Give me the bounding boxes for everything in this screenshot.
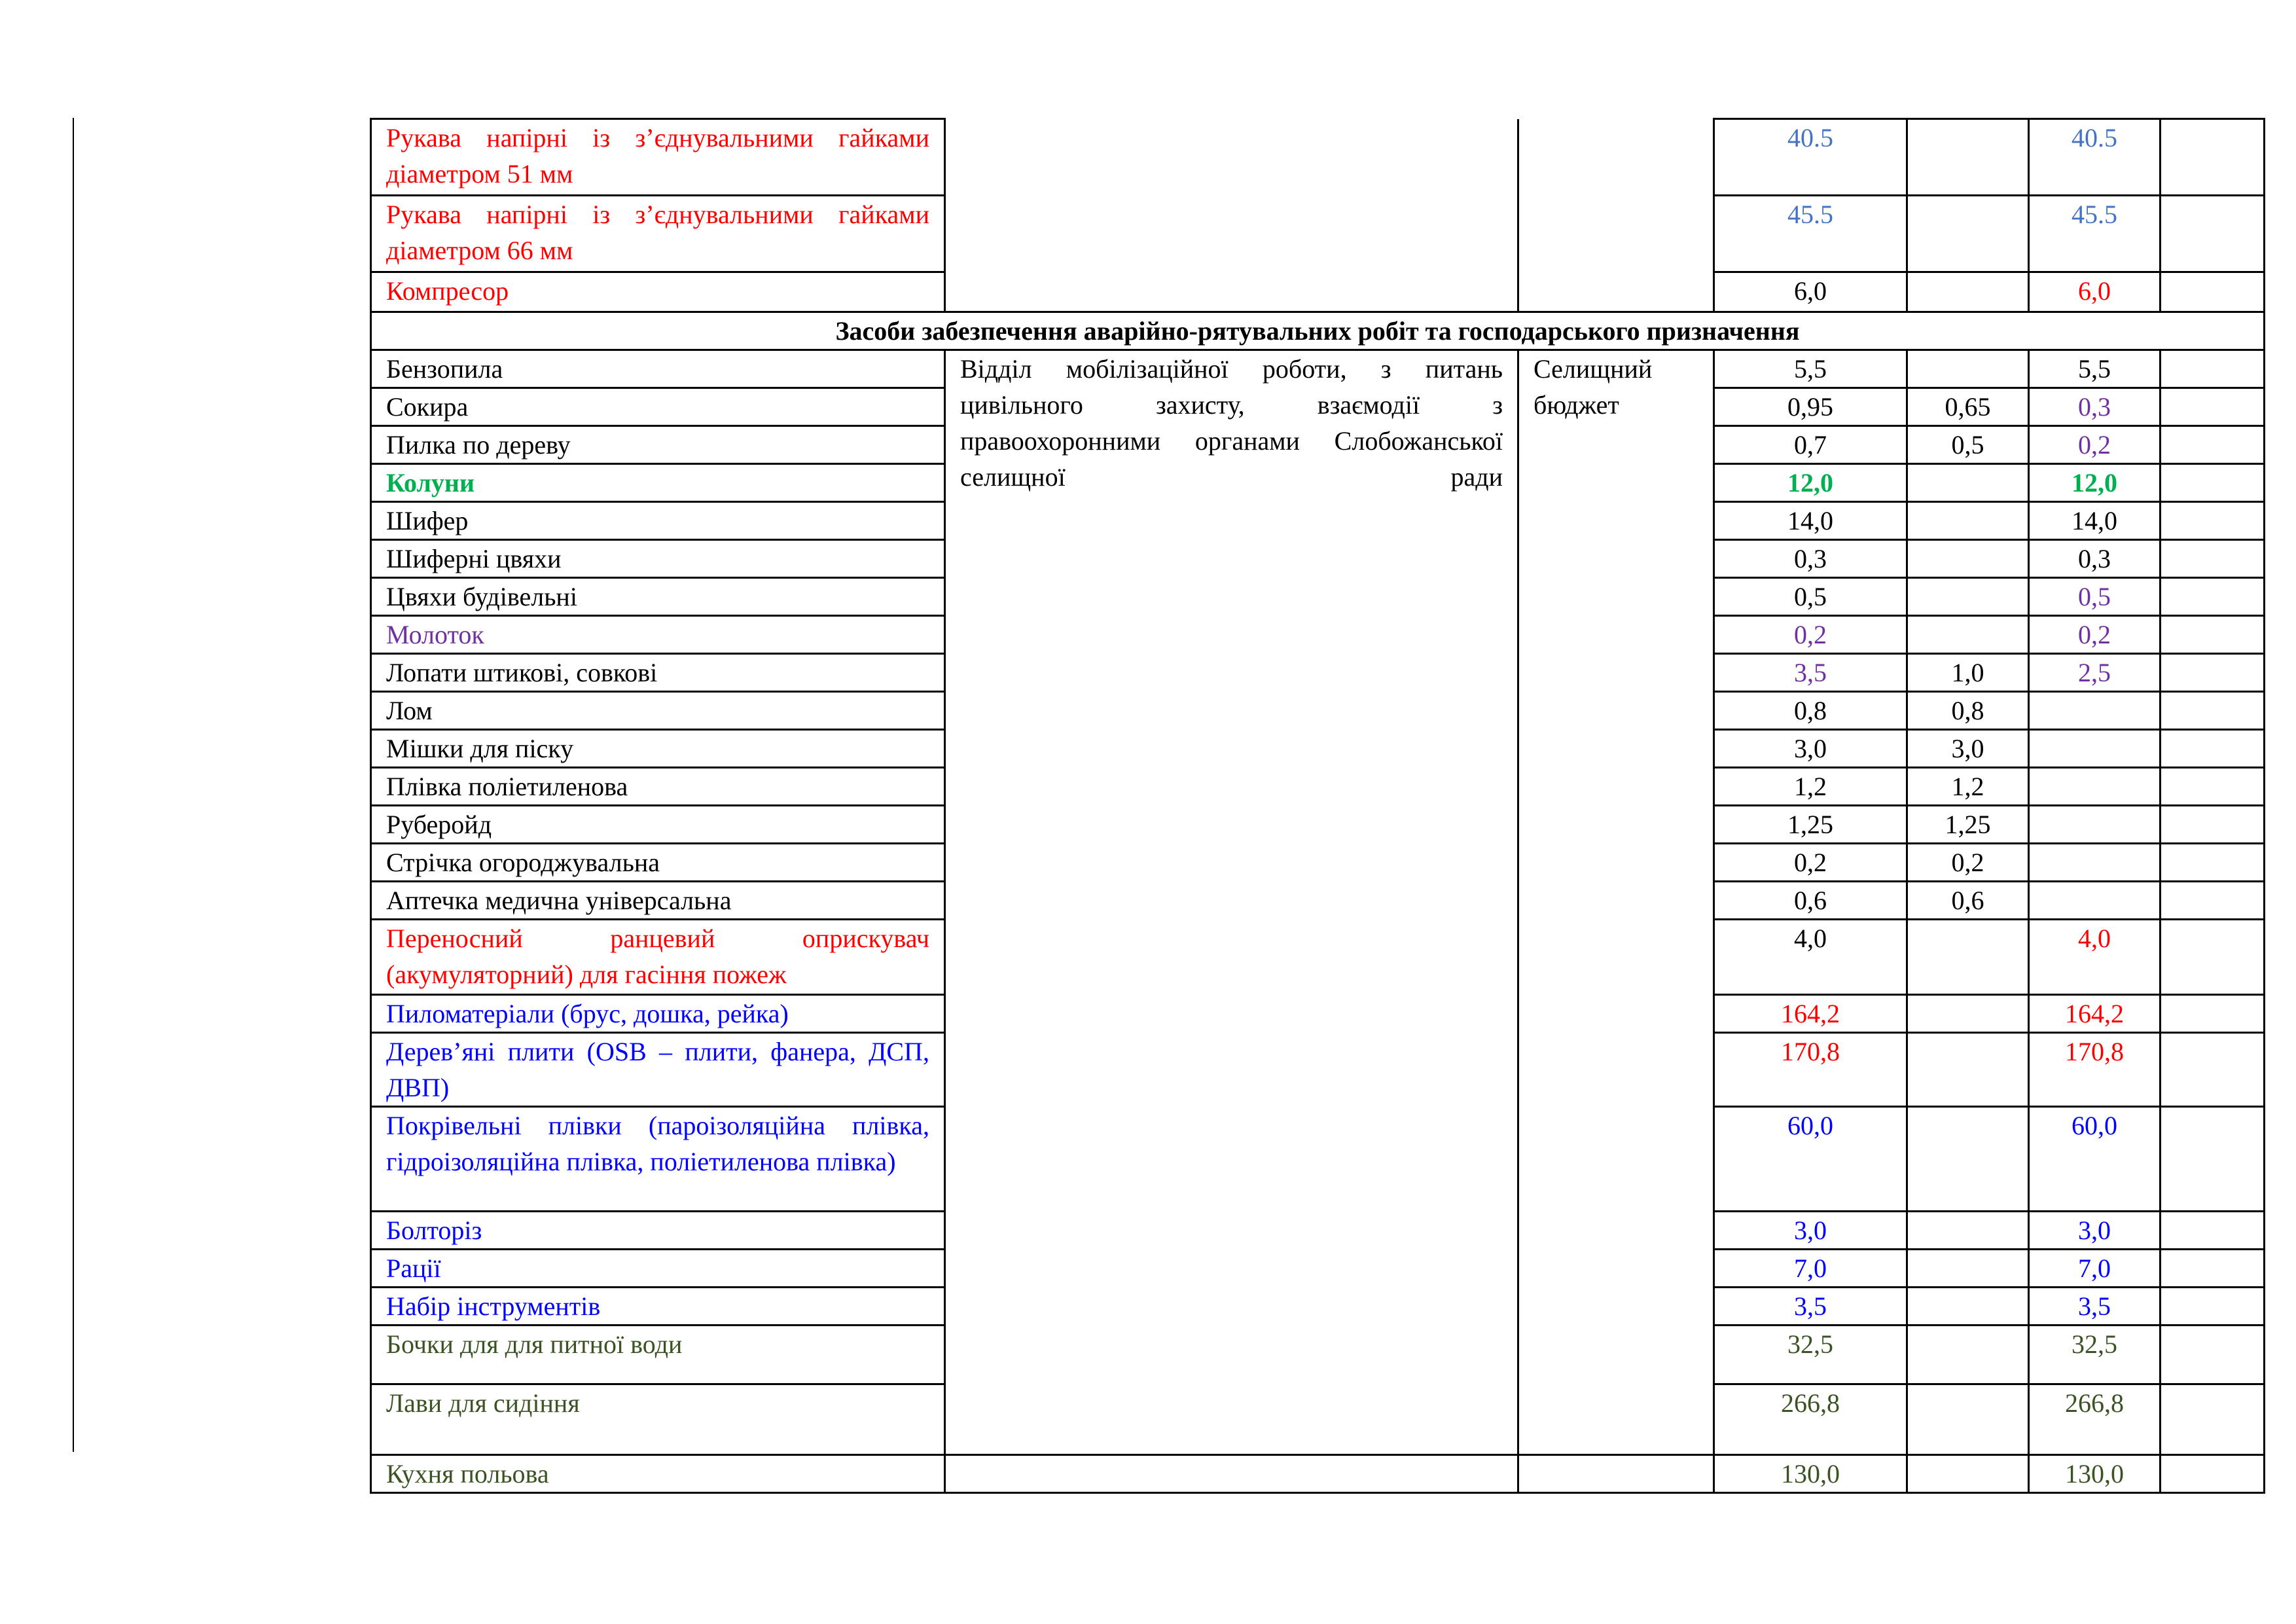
empty-cell — [2161, 806, 2265, 844]
item-name: Рації — [371, 1250, 945, 1288]
amount-remaining: 4,0 — [2029, 920, 2161, 995]
amount-total: 60,0 — [1714, 1107, 1907, 1212]
item-name: Сокира — [371, 388, 945, 426]
empty-cell — [2161, 388, 2265, 426]
table-row — [371, 350, 2265, 388]
amount-spent: 0,5 — [1907, 426, 2029, 464]
amount-remaining: 14,0 — [2029, 502, 2161, 540]
amount-total: 0,3 — [1714, 540, 1907, 578]
empty-cell — [2161, 882, 2265, 920]
funding-source: Селищний бюджет — [1518, 350, 1714, 1455]
item-name: Руберойд — [371, 806, 945, 844]
item-name: Молоток — [371, 616, 945, 654]
item-name: Набір інструментів — [371, 1288, 945, 1326]
amount-remaining: 7,0 — [2029, 1250, 2161, 1288]
amount-remaining — [2029, 730, 2161, 768]
amount-spent — [1907, 196, 2029, 272]
empty-cell — [2161, 1033, 2265, 1107]
amount-remaining: 0,3 — [2029, 540, 2161, 578]
amount-total: 0,95 — [1714, 388, 1907, 426]
page-margin-line — [73, 118, 74, 1452]
item-name: Дерев’яні плити (OSB – плити, фанера, ДСП, ДВП) — [371, 1033, 945, 1107]
item-name: Переносний ранцевий оприскувач (акумуляторний) для гасіння пожеж — [371, 920, 945, 995]
amount-spent — [1907, 350, 2029, 388]
empty-cell — [2161, 272, 2265, 312]
empty-cell — [2161, 768, 2265, 806]
amount-total: 14,0 — [1714, 502, 1907, 540]
empty-cell — [2161, 350, 2265, 388]
item-name: Лом — [371, 692, 945, 730]
empty-cell — [2161, 654, 2265, 692]
empty-cell — [2161, 119, 2265, 196]
empty-cell — [2161, 578, 2265, 616]
empty-cell — [2161, 920, 2265, 995]
amount-spent — [1907, 1326, 2029, 1384]
amount-remaining: 60,0 — [2029, 1107, 2161, 1212]
amount-remaining: 0,3 — [2029, 388, 2161, 426]
amount-total: 0,8 — [1714, 692, 1907, 730]
item-name: Кухня польова — [371, 1455, 945, 1493]
amount-total: 130,0 — [1714, 1455, 1907, 1493]
amount-remaining: 0,5 — [2029, 578, 2161, 616]
responsible-department — [945, 350, 1518, 1455]
amount-remaining: 2,5 — [2029, 654, 2161, 692]
empty-cell — [2161, 1250, 2265, 1288]
item-name: Шифер — [371, 502, 945, 540]
amount-remaining — [2029, 844, 2161, 882]
amount-remaining — [2029, 768, 2161, 806]
amount-remaining: 164,2 — [2029, 995, 2161, 1033]
amount-spent — [1907, 540, 2029, 578]
empty-cell — [2161, 464, 2265, 502]
item-name: Цвяхи будівельні — [371, 578, 945, 616]
empty-cell — [2161, 1212, 2265, 1250]
empty-cell — [2161, 1384, 2265, 1455]
amount-spent — [1907, 464, 2029, 502]
amount-remaining — [2029, 806, 2161, 844]
amount-spent — [1907, 920, 2029, 995]
empty-cell — [2161, 1326, 2265, 1384]
amount-total: 3,0 — [1714, 730, 1907, 768]
amount-total: 164,2 — [1714, 995, 1907, 1033]
amount-total: 0,6 — [1714, 882, 1907, 920]
item-name: Пилка по дереву — [371, 426, 945, 464]
section-title: Засоби забезпечення аварійно-рятувальних робіт та господарського призначення — [371, 312, 2265, 350]
empty-cell — [1518, 1455, 1714, 1493]
amount-spent: 1,25 — [1907, 806, 2029, 844]
item-name: Лопати штикові, совкові — [371, 654, 945, 692]
amount-spent — [1907, 616, 2029, 654]
item-name: Стрічка огороджувальна — [371, 844, 945, 882]
item-name: Плівка поліетиленова — [371, 768, 945, 806]
amount-total: 0,7 — [1714, 426, 1907, 464]
empty-cell — [2161, 540, 2265, 578]
amount-remaining: 3,0 — [2029, 1212, 2161, 1250]
amount-remaining: 170,8 — [2029, 1033, 2161, 1107]
empty-cell — [2161, 844, 2265, 882]
empty-cell — [2161, 1107, 2265, 1212]
section-header-row — [371, 312, 2265, 350]
amount-remaining: 5,5 — [2029, 350, 2161, 388]
amount-total: 170,8 — [1714, 1033, 1907, 1107]
amount-spent — [1907, 1250, 2029, 1288]
funding-cell — [1518, 119, 1714, 312]
empty-cell — [2161, 995, 2265, 1033]
amount-remaining: 45.5 — [2029, 196, 2161, 272]
item-name: Шиферні цвяхи — [371, 540, 945, 578]
item-name: Мішки для піску — [371, 730, 945, 768]
item-name: Лави для сидіння — [371, 1384, 945, 1455]
amount-total: 1,2 — [1714, 768, 1907, 806]
empty-cell — [2161, 692, 2265, 730]
amount-spent: 1,0 — [1907, 654, 2029, 692]
responsible-cell — [945, 119, 1518, 312]
item-name: Аптечка медична універсальна — [371, 882, 945, 920]
amount-total: 3,5 — [1714, 654, 1907, 692]
amount-remaining: 6,0 — [2029, 272, 2161, 312]
amount-remaining — [2029, 882, 2161, 920]
empty-cell — [2161, 1455, 2265, 1493]
amount-total: 0,5 — [1714, 578, 1907, 616]
amount-remaining: 32,5 — [2029, 1326, 2161, 1384]
amount-total: 5,5 — [1714, 350, 1907, 388]
amount-spent: 0,2 — [1907, 844, 2029, 882]
amount-spent — [1907, 1212, 2029, 1250]
amount-spent: 0,8 — [1907, 692, 2029, 730]
amount-remaining: 0,2 — [2029, 616, 2161, 654]
item-name: Компресор — [371, 272, 945, 312]
empty-cell — [2161, 502, 2265, 540]
amount-spent — [1907, 1384, 2029, 1455]
item-name: Бочки для для питної води — [371, 1326, 945, 1384]
equipment-table — [370, 118, 2265, 1494]
amount-spent — [1907, 502, 2029, 540]
amount-total: 3,0 — [1714, 1212, 1907, 1250]
amount-total: 266,8 — [1714, 1384, 1907, 1455]
item-name: Рукава напірні із з’єднувальними гайками діаметром 51 мм — [371, 119, 945, 196]
amount-remaining: 0,2 — [2029, 426, 2161, 464]
amount-spent — [1907, 1107, 2029, 1212]
item-name: Пиломатеріали (брус, дошка, рейка) — [371, 995, 945, 1033]
amount-spent: 1,2 — [1907, 768, 2029, 806]
table-row — [371, 119, 2265, 196]
amount-spent — [1907, 1288, 2029, 1326]
empty-cell — [2161, 196, 2265, 272]
amount-remaining — [2029, 692, 2161, 730]
department-text: Відділ мобілізаційної роботи, з питань цивільного захисту, взаємодії з правоохоронними органами Слобожанської селищної ради — [960, 354, 1503, 492]
amount-remaining: 130,0 — [2029, 1455, 2161, 1493]
amount-total: 45.5 — [1714, 196, 1907, 272]
item-name: Болторіз — [371, 1212, 945, 1250]
amount-remaining: 12,0 — [2029, 464, 2161, 502]
amount-total: 0,2 — [1714, 844, 1907, 882]
amount-remaining: 3,5 — [2029, 1288, 2161, 1326]
empty-cell — [945, 1455, 1518, 1493]
amount-spent — [1907, 1033, 2029, 1107]
amount-spent: 0,65 — [1907, 388, 2029, 426]
amount-remaining: 40.5 — [2029, 119, 2161, 196]
amount-total: 1,25 — [1714, 806, 1907, 844]
amount-total: 4,0 — [1714, 920, 1907, 995]
amount-spent — [1907, 272, 2029, 312]
amount-spent: 3,0 — [1907, 730, 2029, 768]
item-name: Покрівельні плівки (пароізоляційна плівка, гідроізоляційна плівка, поліетиленова плівка) — [371, 1107, 945, 1212]
empty-cell — [2161, 616, 2265, 654]
amount-spent — [1907, 1455, 2029, 1493]
amount-total: 6,0 — [1714, 272, 1907, 312]
table-row — [371, 1455, 2265, 1493]
item-name: Бензопила — [371, 350, 945, 388]
amount-total: 32,5 — [1714, 1326, 1907, 1384]
amount-remaining: 266,8 — [2029, 1384, 2161, 1455]
amount-total: 7,0 — [1714, 1250, 1907, 1288]
amount-total: 3,5 — [1714, 1288, 1907, 1326]
amount-total: 12,0 — [1714, 464, 1907, 502]
empty-cell — [2161, 730, 2265, 768]
item-name: Колуни — [371, 464, 945, 502]
amount-total: 0,2 — [1714, 616, 1907, 654]
amount-spent — [1907, 578, 2029, 616]
item-name: Рукава напірні із з’єднувальними гайками діаметром 66 мм — [371, 196, 945, 272]
amount-spent: 0,6 — [1907, 882, 2029, 920]
amount-total: 40.5 — [1714, 119, 1907, 196]
empty-cell — [2161, 426, 2265, 464]
amount-spent — [1907, 995, 2029, 1033]
empty-cell — [2161, 1288, 2265, 1326]
amount-spent — [1907, 119, 2029, 196]
